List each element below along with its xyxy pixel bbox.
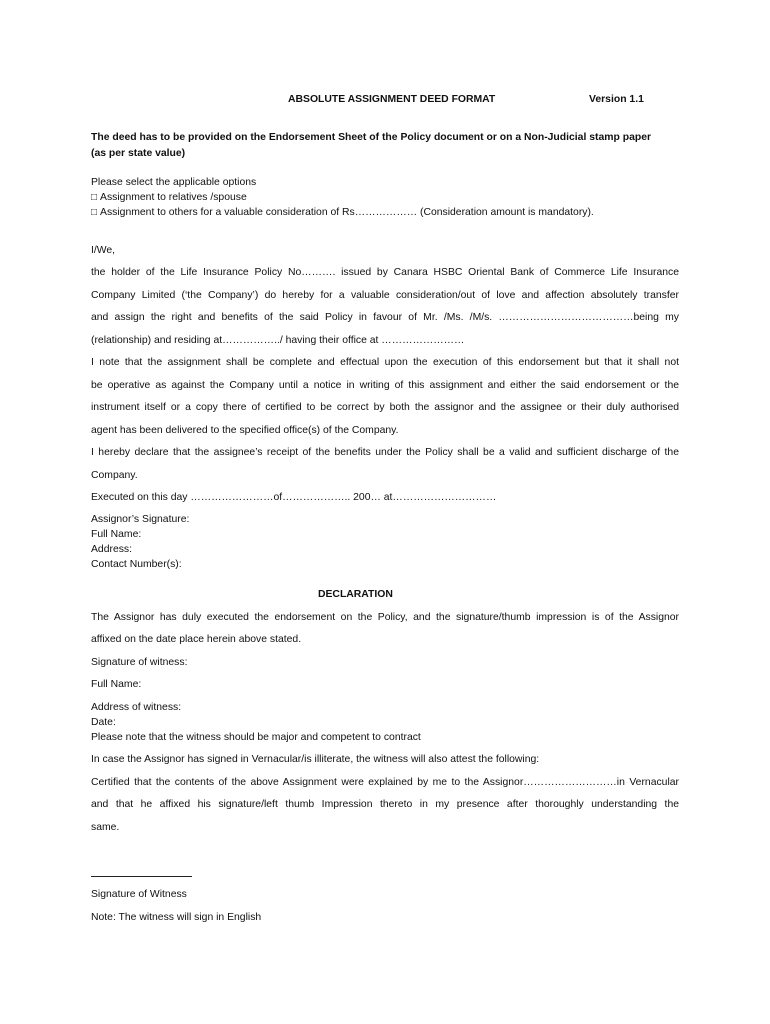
declare-paragraph-line: Company. [91, 470, 138, 481]
option-relatives[interactable] [91, 192, 247, 203]
policy-paragraph-line: Company Limited (‘the Company’) do hereby for a valuable consideration/out of love and affection absolutely transfer [91, 290, 679, 301]
declaration-paragraph-line: The Assignor has duly executed the endorsement on the Policy, and the signature/thumb impression is of the Assignor [91, 612, 679, 623]
option-others-label: Assignment to others for a valuable consideration of Rs……………… (Consideration amount is mandatory). [100, 207, 594, 218]
checkbox-icon[interactable] [91, 192, 100, 203]
version-label: Version 1.1 [589, 94, 644, 105]
vernacular-note: In case the Assignor has signed in Vernacular/is illiterate, the witness will also attest the following: [91, 754, 540, 765]
witness-major-note: Please note that the witness should be major and competent to contract [91, 732, 421, 743]
witness-signature-label: Signature of witness: [91, 657, 188, 668]
certified-paragraph-line: Certified that the contents of the above Assignment were explained by me to the Assignor………………………in Vernacular [91, 777, 679, 788]
note-paragraph-line: agent has been delivered to the specified office(s) of the Company. [91, 425, 399, 436]
english-sign-note: Note: The witness will sign in English [91, 912, 262, 923]
policy-paragraph-line: the holder of the Life Insurance Policy No………. issued by Canara HSBC Oriental Bank of Commerce Life Insurance [91, 267, 679, 278]
policy-paragraph-line: (relationship) and residing at……………../ having their office at …………………… [91, 335, 465, 346]
note-paragraph-line: be operative as against the Company until a notice in writing of this assignment and either the said endorsement or the [91, 380, 679, 391]
declaration-paragraph-line: affixed on the date place herein above stated. [91, 634, 302, 645]
assignor-full-name-label: Full Name: [91, 529, 142, 540]
policy-paragraph-line: and assign the right and benefits of the said Policy in favour of Mr. /Ms. /M/s. …………………………………being my [91, 312, 679, 323]
certified-paragraph-line: same. [91, 822, 120, 833]
witness-signature-footer: Signature of Witness [91, 889, 187, 900]
note-paragraph-line: instrument itself or a copy there of certified to be correct by both the assignor and the assignee or their duly authorised [91, 402, 679, 413]
witness-full-name-label: Full Name: [91, 679, 142, 690]
certified-paragraph-line: and that he affixed his signature/left thumb Impression thereto in my presence after thoroughly understanding the [91, 799, 679, 810]
assignor-address-label: Address: [91, 544, 133, 555]
document-title: ABSOLUTE ASSIGNMENT DEED FORMAT [288, 94, 496, 105]
instruction-line-1: The deed has to be provided on the Endorsement Sheet of the Policy document or on a Non-Judicial stamp paper [91, 132, 652, 143]
declaration-heading: DECLARATION [318, 589, 393, 600]
note-paragraph-line: I note that the assignment shall be complete and effectual upon the execution of this endorsement but that it shall not [91, 357, 679, 368]
assignor-contact-label: Contact Number(s): [91, 559, 182, 570]
witness-address-label: Address of witness: [91, 702, 182, 713]
options-heading: Please select the applicable options [91, 177, 257, 188]
declare-paragraph-line: I hereby declare that the assignee’s receipt of the benefits under the Policy shall be a valid and sufficient discharge of the [91, 447, 679, 458]
executed-line: Executed on this day ……………………of……………….. 200… at………………………… [91, 492, 497, 503]
witness-date-label: Date: [91, 717, 116, 728]
salutation: I/We, [91, 245, 116, 256]
signature-line [91, 876, 192, 877]
checkbox-icon[interactable] [91, 207, 100, 218]
instruction-line-2: (as per state value) [91, 148, 186, 159]
option-others[interactable] [91, 207, 594, 218]
assignor-signature-label: Assignor’s Signature: [91, 514, 190, 525]
option-relatives-label: Assignment to relatives /spouse [100, 192, 247, 203]
